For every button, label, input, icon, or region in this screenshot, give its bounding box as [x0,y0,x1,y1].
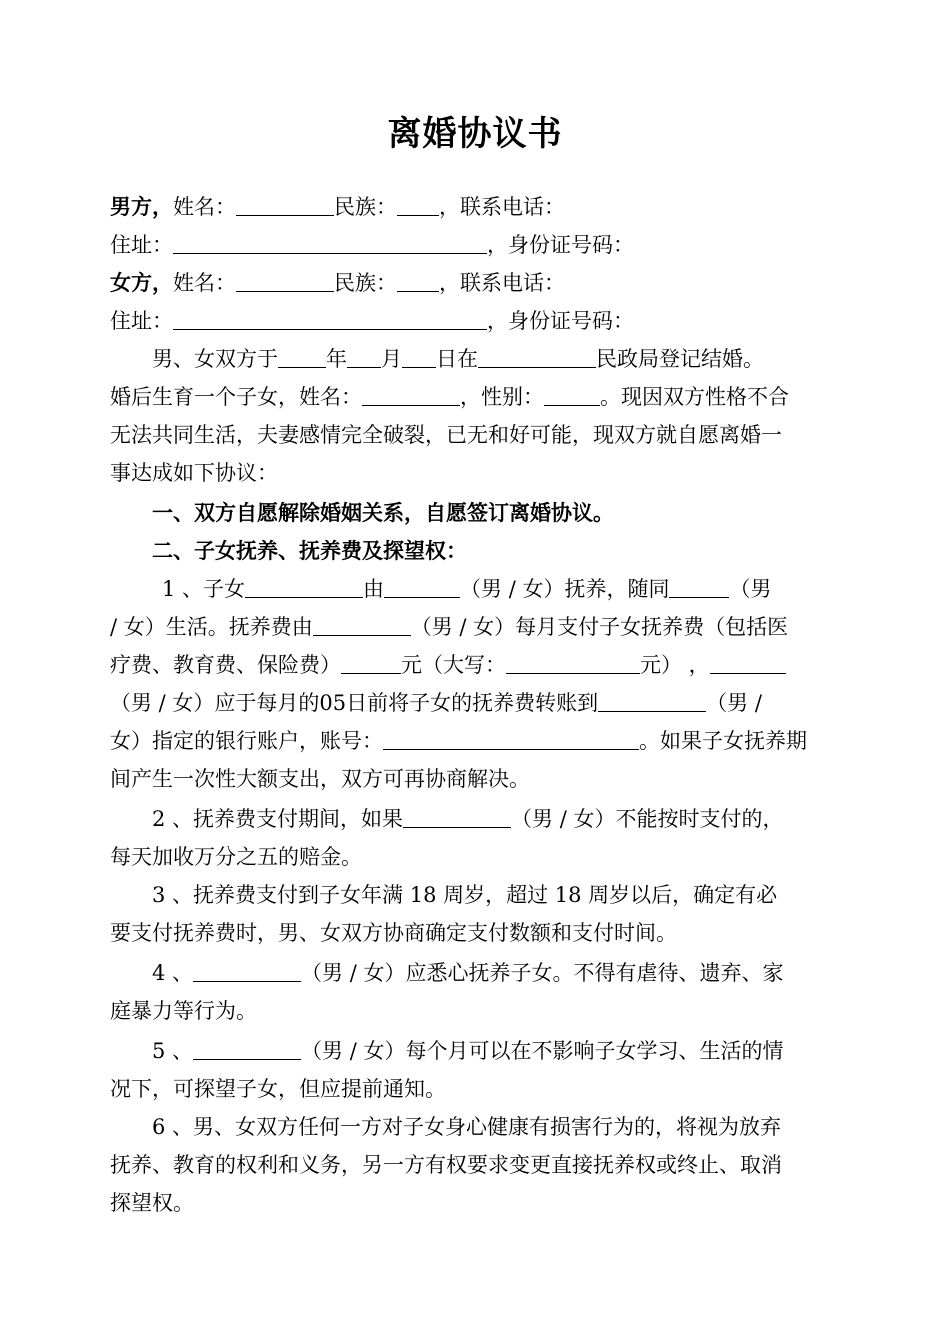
text: / 女）生活。抚养费由 [110,615,313,639]
document-title: 离婚协议书 [387,114,563,154]
text: （男 / 女）应悉心抚养子女。不得有虐待、遗弃、家 [301,961,784,985]
phone-label: ，联系电话： [439,195,565,219]
male-ethnicity-blank[interactable] [397,193,439,216]
paragraph-line: 每天加收万分之五的赔金。 [110,845,362,869]
address-label: 住址： [110,309,173,333]
male-info-line [110,188,830,226]
text: 。如果子女抚养期 [639,729,807,753]
text: 2 、抚养费支付期间，如果 [152,807,404,831]
female-name-blank[interactable] [236,269,334,292]
text: （男 / 女）应于每月的05日前将子女的抚养费转账到 [110,691,599,715]
female-label: 女方， [110,271,173,295]
recipient-blank[interactable] [598,689,706,712]
name-label: 姓名： [173,271,236,295]
paragraph-line: 事达成如下协议： [110,461,278,485]
male-label: 男方， [110,195,173,219]
text: 男、女双方于 [152,347,278,371]
child-name-blank[interactable] [362,383,460,406]
text: 元） ， [640,653,710,677]
custodian-blank[interactable] [384,575,460,598]
child-info-line [110,378,830,416]
civil-affairs-blank[interactable] [478,345,596,368]
female-info-line [110,264,830,302]
amount-in-words-blank[interactable] [506,651,640,674]
item-3-line: 3 、抚养费支付到子女年满 18 周岁，超过 18 周岁以后，确定有必 [152,883,778,907]
paragraph-line: 抚养、教育的权利和义务，另一方有权要求变更直接抚养权或终止、取消 [110,1153,782,1177]
text: 女）指定的银行账户，账号： [110,729,383,753]
payer-blank-2[interactable] [710,651,786,674]
paragraph-line: 间产生一次性大额支出，双方可再协商解决。 [110,767,530,791]
text: 月 [381,347,402,371]
paragraph-line: 探望权。 [110,1191,194,1215]
male-address-blank[interactable] [173,231,487,254]
text: （男 / 女）每个月可以在不影响子女学习、生活的情 [301,1039,784,1063]
male-address-line [110,226,830,264]
male-name-blank[interactable] [236,193,334,216]
text: 年 [326,347,347,371]
item-1-line [110,646,830,684]
child-blank[interactable] [245,575,363,598]
text: （男 [729,577,772,601]
amount-blank[interactable] [341,651,401,674]
female-ethnicity-blank[interactable] [397,269,439,292]
paragraph-line: 况下，可探望子女，但应提前通知。 [110,1077,446,1101]
account-number-blank[interactable] [383,727,639,750]
item-1-line [110,684,830,722]
month-blank[interactable] [347,345,381,368]
id-number-label: ，身份证号码： [487,233,634,257]
paragraph-line: 要支付抚养费时，男、女双方协商确定支付数额和支付时间。 [110,921,677,945]
text: 民政局登记结婚。 [596,347,764,371]
text: 疗费、教育费、保险费） [110,653,341,677]
text: （男 / 女）不能按时支付的， [511,807,784,831]
female-address-blank[interactable] [173,307,487,330]
caregiver-blank[interactable] [193,959,301,982]
payer-blank[interactable] [313,613,411,636]
address-label: 住址： [110,233,173,257]
text: 日在 [436,347,478,371]
year-blank[interactable] [278,345,326,368]
live-with-blank[interactable] [669,575,729,598]
clause-one-heading: 一、双方自愿解除婚姻关系，自愿签订离婚协议。 [152,501,614,525]
item-4-line [152,954,872,992]
paragraph-line: 庭暴力等行为。 [110,999,257,1023]
text: （男 / 女）每月支付子女抚养费（包括医 [410,615,789,639]
paragraph-line: 无法共同生活，夫妻感情完全破裂，已无和好可能，现双方就自愿离婚一 [110,423,782,447]
text: （男 / [706,691,762,715]
text: 5 、 [152,1039,194,1063]
ethnicity-label: 民族： [334,271,397,295]
name-label: 姓名： [173,195,236,219]
day-blank[interactable] [402,345,436,368]
item-5-line [152,1032,872,1070]
text: 1 、子女 [162,577,246,601]
text: ，性别： [460,385,544,409]
text: 婚后生育一个子女，姓名： [110,385,362,409]
text: 由 [363,577,385,601]
visitor-blank[interactable] [193,1037,301,1060]
id-number-label: ，身份证号码： [487,309,634,333]
ethnicity-label: 民族： [334,195,397,219]
clause-two-heading: 二、子女抚养、抚养费及探望权： [152,539,467,563]
text: 4 、 [152,961,194,985]
item-2-line [152,800,872,838]
item-1-line [110,570,830,608]
marriage-paragraph-line [110,340,830,378]
child-gender-blank[interactable] [544,383,600,406]
female-address-line [110,302,830,340]
item-6-line: 6 、男、女双方任何一方对子女身心健康有损害行为的，将视为放弃 [152,1115,782,1139]
text: 元（大写： [401,653,506,677]
item-1-line [110,608,830,646]
phone-label: ，联系电话： [439,271,565,295]
text: （男 / 女）抚养，随同 [460,577,670,601]
late-payer-blank[interactable] [403,805,511,828]
text: 。现因双方性格不合 [600,385,789,409]
item-1-line [110,722,830,760]
